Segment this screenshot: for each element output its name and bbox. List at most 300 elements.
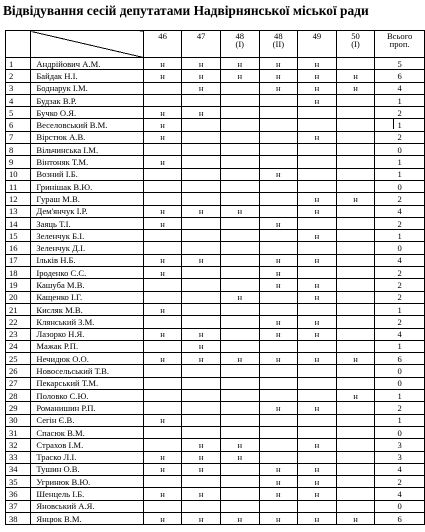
absence-cell: н bbox=[298, 230, 337, 242]
absence-cell bbox=[220, 131, 259, 143]
table-row bbox=[6, 107, 425, 119]
absence-cell bbox=[220, 94, 259, 106]
deputy-name: Тушин О.В. bbox=[31, 463, 143, 475]
absence-cell: н bbox=[259, 254, 298, 266]
session-header: 47 bbox=[182, 31, 221, 58]
absence-total: 1 bbox=[375, 156, 425, 168]
absence-cell bbox=[220, 254, 259, 266]
row-number: 8 bbox=[6, 144, 31, 156]
absence-cell: н bbox=[143, 463, 182, 475]
absence-cell bbox=[182, 291, 221, 303]
deputy-name: Янцюк В.М. bbox=[31, 512, 143, 524]
deputy-name: Зеленчук Д.І. bbox=[31, 242, 143, 254]
session-header: 48 (I) bbox=[220, 31, 259, 58]
row-number: 31 bbox=[6, 426, 31, 438]
deputy-name: Шенцель І.Б. bbox=[31, 488, 143, 500]
absence-cell bbox=[298, 377, 337, 389]
deputy-name: Половко С.Ю. bbox=[31, 390, 143, 402]
absence-cell bbox=[298, 217, 337, 229]
absence-total: 2 bbox=[375, 291, 425, 303]
absence-cell bbox=[220, 316, 259, 328]
absence-cell bbox=[143, 377, 182, 389]
absence-cell: н bbox=[220, 439, 259, 451]
row-number: 6 bbox=[6, 119, 31, 131]
absence-cell bbox=[336, 168, 375, 180]
deputy-name: Нечидюк О.О. bbox=[31, 353, 143, 365]
deputy-name: Клянський З.М. bbox=[31, 316, 143, 328]
absence-cell bbox=[259, 180, 298, 192]
deputy-name: Ільків Н.Б. bbox=[31, 254, 143, 266]
absence-cell: н bbox=[143, 156, 182, 168]
absence-cell bbox=[259, 107, 298, 119]
row-number: 3 bbox=[6, 82, 31, 94]
row-number: 21 bbox=[6, 303, 31, 315]
absence-cell bbox=[220, 156, 259, 168]
absence-cell: н bbox=[182, 353, 221, 365]
absence-cell bbox=[336, 316, 375, 328]
absence-cell bbox=[298, 390, 337, 402]
row-number: 37 bbox=[6, 500, 31, 512]
row-number: 35 bbox=[6, 476, 31, 488]
absence-cell bbox=[143, 340, 182, 352]
row-number: 20 bbox=[6, 291, 31, 303]
absence-cell bbox=[220, 279, 259, 291]
absence-total: 1 bbox=[375, 390, 425, 402]
absence-cell bbox=[220, 144, 259, 156]
row-number: 19 bbox=[6, 279, 31, 291]
absence-cell: н bbox=[182, 451, 221, 463]
absence-cell: н bbox=[143, 217, 182, 229]
absence-cell bbox=[259, 426, 298, 438]
absence-cell: н bbox=[259, 82, 298, 94]
row-number: 16 bbox=[6, 242, 31, 254]
absence-cell bbox=[298, 303, 337, 315]
absence-cell: н bbox=[143, 107, 182, 119]
absence-cell: н bbox=[143, 58, 182, 70]
absence-cell: н bbox=[259, 463, 298, 475]
absence-cell bbox=[182, 168, 221, 180]
deputy-name: Вінтоняк Т.М. bbox=[31, 156, 143, 168]
absence-cell: н bbox=[220, 291, 259, 303]
absence-cell bbox=[259, 340, 298, 352]
scan-edge-mark bbox=[393, 118, 394, 129]
absence-cell bbox=[220, 426, 259, 438]
deputy-name: Страхов І.М. bbox=[31, 439, 143, 451]
row-number: 9 bbox=[6, 156, 31, 168]
deputy-name: Пекарський Т.М. bbox=[31, 377, 143, 389]
absence-cell bbox=[336, 414, 375, 426]
deputy-name: Новосельський Т.В. bbox=[31, 365, 143, 377]
total-header: Всього проп. bbox=[375, 31, 425, 58]
table-row bbox=[6, 168, 425, 180]
absence-total: 6 bbox=[375, 353, 425, 365]
absence-cell bbox=[143, 279, 182, 291]
page-title: Відвідування сесій депутатами Надвірнянської міської ради bbox=[3, 3, 369, 18]
absence-cell bbox=[182, 316, 221, 328]
absence-cell: н bbox=[259, 168, 298, 180]
deputy-name: Гринішак В.Ю. bbox=[31, 180, 143, 192]
absence-cell bbox=[259, 131, 298, 143]
deputy-name: Лазорко Н.Я. bbox=[31, 328, 143, 340]
absence-cell bbox=[336, 303, 375, 315]
absence-cell: н bbox=[143, 70, 182, 82]
absence-cell bbox=[182, 476, 221, 488]
absence-cell bbox=[298, 156, 337, 168]
absence-cell bbox=[143, 168, 182, 180]
absence-cell bbox=[336, 377, 375, 389]
deputy-name: Угринюк В.Ю. bbox=[31, 476, 143, 488]
absence-total: 4 bbox=[375, 488, 425, 500]
row-number: 2 bbox=[6, 70, 31, 82]
deputy-name: Мажак Р.П. bbox=[31, 340, 143, 352]
table-row bbox=[6, 180, 425, 192]
deputy-name: Будзак В.Р. bbox=[31, 94, 143, 106]
deputy-name: Вільчинська І.М. bbox=[31, 144, 143, 156]
absence-cell: н bbox=[298, 488, 337, 500]
table-row bbox=[6, 217, 425, 229]
absence-cell: н bbox=[259, 512, 298, 524]
absence-cell bbox=[336, 267, 375, 279]
absence-cell: н bbox=[298, 316, 337, 328]
absence-cell bbox=[336, 463, 375, 475]
absence-cell: н bbox=[143, 131, 182, 143]
absence-cell bbox=[220, 193, 259, 205]
absence-cell bbox=[182, 156, 221, 168]
absence-cell: н bbox=[259, 217, 298, 229]
absence-total: 0 bbox=[375, 242, 425, 254]
table-row bbox=[6, 353, 425, 365]
absence-total: 1 bbox=[375, 340, 425, 352]
absence-cell bbox=[259, 414, 298, 426]
header-diagonal-cell bbox=[31, 31, 143, 58]
row-number: 29 bbox=[6, 402, 31, 414]
absence-cell: н bbox=[182, 328, 221, 340]
absence-total: 2 bbox=[375, 131, 425, 143]
row-number: 34 bbox=[6, 463, 31, 475]
absence-total: 4 bbox=[375, 205, 425, 217]
absence-cell bbox=[298, 119, 337, 131]
absence-cell bbox=[259, 303, 298, 315]
session-header: 48 (II) bbox=[259, 31, 298, 58]
row-number: 12 bbox=[6, 193, 31, 205]
absence-cell: н bbox=[298, 353, 337, 365]
absence-cell bbox=[298, 242, 337, 254]
absence-cell: н bbox=[298, 279, 337, 291]
deputy-name: Заяць Т.І. bbox=[31, 217, 143, 229]
absence-cell bbox=[182, 230, 221, 242]
absence-cell bbox=[220, 230, 259, 242]
absence-cell: н bbox=[143, 254, 182, 266]
row-number: 32 bbox=[6, 439, 31, 451]
row-number: 4 bbox=[6, 94, 31, 106]
deputy-name: Байдак Н.І. bbox=[31, 70, 143, 82]
absence-cell: н bbox=[182, 254, 221, 266]
absence-total: 6 bbox=[375, 512, 425, 524]
absence-cell: н bbox=[143, 205, 182, 217]
absence-total: 4 bbox=[375, 254, 425, 266]
absence-cell bbox=[220, 267, 259, 279]
absence-cell bbox=[220, 328, 259, 340]
absence-cell bbox=[336, 144, 375, 156]
absence-cell bbox=[336, 242, 375, 254]
absence-cell: н bbox=[143, 267, 182, 279]
row-number: 18 bbox=[6, 267, 31, 279]
absence-cell bbox=[336, 217, 375, 229]
table-row bbox=[6, 279, 425, 291]
absence-cell bbox=[143, 402, 182, 414]
absence-cell bbox=[182, 500, 221, 512]
absence-cell: н bbox=[259, 402, 298, 414]
absence-cell bbox=[143, 82, 182, 94]
absence-cell bbox=[336, 328, 375, 340]
table-row bbox=[6, 328, 425, 340]
absence-cell bbox=[220, 340, 259, 352]
absence-cell bbox=[182, 365, 221, 377]
table-row bbox=[6, 119, 425, 131]
absence-cell bbox=[220, 82, 259, 94]
absence-cell: н bbox=[336, 512, 375, 524]
absence-cell bbox=[220, 488, 259, 500]
absence-cell bbox=[182, 279, 221, 291]
absence-cell bbox=[220, 377, 259, 389]
absence-total: 2 bbox=[375, 193, 425, 205]
header-number-cell bbox=[6, 31, 31, 58]
table-row bbox=[6, 439, 425, 451]
deputy-name: Кисляк М.В. bbox=[31, 303, 143, 315]
absence-cell bbox=[298, 144, 337, 156]
row-number: 13 bbox=[6, 205, 31, 217]
absence-cell: н bbox=[259, 488, 298, 500]
absence-cell: н bbox=[259, 279, 298, 291]
table-row bbox=[6, 463, 425, 475]
row-number: 11 bbox=[6, 180, 31, 192]
absence-cell bbox=[336, 279, 375, 291]
absence-cell bbox=[220, 365, 259, 377]
table-row bbox=[6, 291, 425, 303]
absence-cell bbox=[259, 94, 298, 106]
absence-cell bbox=[220, 107, 259, 119]
row-number: 7 bbox=[6, 131, 31, 143]
row-number: 38 bbox=[6, 512, 31, 524]
absence-cell bbox=[143, 426, 182, 438]
row-number: 24 bbox=[6, 340, 31, 352]
absence-cell: н bbox=[298, 402, 337, 414]
absence-total: 4 bbox=[375, 328, 425, 340]
absence-total: 4 bbox=[375, 463, 425, 475]
deputy-name: Яновський А.Я. bbox=[31, 500, 143, 512]
absence-cell: н bbox=[298, 131, 337, 143]
absence-cell bbox=[259, 156, 298, 168]
absence-cell bbox=[336, 488, 375, 500]
absence-cell: н bbox=[143, 303, 182, 315]
absence-cell bbox=[259, 230, 298, 242]
table-row bbox=[6, 377, 425, 389]
absence-cell bbox=[336, 254, 375, 266]
table-row bbox=[6, 340, 425, 352]
row-number: 25 bbox=[6, 353, 31, 365]
absence-total: 4 bbox=[375, 82, 425, 94]
absence-cell bbox=[220, 476, 259, 488]
absence-cell bbox=[259, 242, 298, 254]
absence-cell bbox=[298, 365, 337, 377]
absence-cell bbox=[220, 217, 259, 229]
absence-cell bbox=[259, 119, 298, 131]
absence-cell: н bbox=[220, 512, 259, 524]
absence-cell bbox=[182, 94, 221, 106]
absence-cell: н bbox=[336, 353, 375, 365]
absence-cell bbox=[143, 94, 182, 106]
absence-total: 0 bbox=[375, 500, 425, 512]
absence-cell bbox=[298, 107, 337, 119]
absence-cell bbox=[220, 414, 259, 426]
deputy-name: Боднарук І.М. bbox=[31, 82, 143, 94]
absence-cell bbox=[182, 377, 221, 389]
absence-cell: н bbox=[220, 58, 259, 70]
absence-total: 0 bbox=[375, 426, 425, 438]
absence-cell bbox=[259, 377, 298, 389]
absence-cell bbox=[220, 168, 259, 180]
absence-cell bbox=[336, 107, 375, 119]
deputy-name: Гураш М.В. bbox=[31, 193, 143, 205]
absence-total: 3 bbox=[375, 439, 425, 451]
absence-cell: н bbox=[182, 58, 221, 70]
absence-cell: н bbox=[259, 353, 298, 365]
table-row bbox=[6, 476, 425, 488]
absence-total: 1 bbox=[375, 119, 425, 131]
absence-cell bbox=[259, 193, 298, 205]
absence-cell bbox=[220, 390, 259, 402]
absence-cell bbox=[336, 58, 375, 70]
absence-cell: н bbox=[182, 70, 221, 82]
absence-cell bbox=[259, 451, 298, 463]
absence-cell bbox=[143, 365, 182, 377]
table-row bbox=[6, 267, 425, 279]
session-header: 50 (I) bbox=[336, 31, 375, 58]
absence-cell bbox=[298, 267, 337, 279]
row-number: 30 bbox=[6, 414, 31, 426]
absence-cell: н bbox=[220, 353, 259, 365]
absence-cell: н bbox=[182, 512, 221, 524]
table-row bbox=[6, 242, 425, 254]
table-row bbox=[6, 488, 425, 500]
absence-cell bbox=[182, 267, 221, 279]
absence-cell: н bbox=[220, 451, 259, 463]
table-row bbox=[6, 402, 425, 414]
absence-cell bbox=[336, 205, 375, 217]
absence-cell bbox=[182, 303, 221, 315]
deputy-name: Сегін Є.В. bbox=[31, 414, 143, 426]
absence-cell bbox=[182, 414, 221, 426]
absence-cell: н bbox=[259, 70, 298, 82]
table-row bbox=[6, 156, 425, 168]
absence-cell bbox=[336, 402, 375, 414]
table-row bbox=[6, 365, 425, 377]
absence-total: 0 bbox=[375, 144, 425, 156]
absence-cell: н bbox=[143, 328, 182, 340]
absence-cell: н bbox=[143, 451, 182, 463]
row-number: 14 bbox=[6, 217, 31, 229]
absence-cell: н bbox=[259, 316, 298, 328]
absence-cell bbox=[259, 390, 298, 402]
table-row bbox=[6, 94, 425, 106]
absence-cell: н bbox=[298, 291, 337, 303]
absence-cell bbox=[220, 180, 259, 192]
absence-cell bbox=[336, 476, 375, 488]
absence-cell bbox=[143, 193, 182, 205]
absence-cell bbox=[182, 390, 221, 402]
table-row bbox=[6, 205, 425, 217]
absence-cell bbox=[182, 217, 221, 229]
absence-cell bbox=[143, 476, 182, 488]
absence-cell: н bbox=[182, 107, 221, 119]
deputy-name: Кащенко І.Г. bbox=[31, 291, 143, 303]
absence-cell: н bbox=[220, 205, 259, 217]
absence-total: 2 bbox=[375, 267, 425, 279]
absence-total: 1 bbox=[375, 414, 425, 426]
deputy-name: Вірстюк А.В. bbox=[31, 131, 143, 143]
row-number: 36 bbox=[6, 488, 31, 500]
absence-cell: н bbox=[298, 94, 337, 106]
absence-cell bbox=[143, 439, 182, 451]
session-header: 49 bbox=[298, 31, 337, 58]
deputy-name: Траско Л.І. bbox=[31, 451, 143, 463]
absence-cell bbox=[336, 365, 375, 377]
row-number: 10 bbox=[6, 168, 31, 180]
absence-cell bbox=[336, 340, 375, 352]
absence-cell bbox=[336, 94, 375, 106]
absence-cell bbox=[336, 291, 375, 303]
absence-cell: н bbox=[298, 70, 337, 82]
deputy-name: Андрійович А.М. bbox=[31, 58, 143, 70]
absence-cell: н bbox=[182, 463, 221, 475]
absence-cell: н bbox=[298, 193, 337, 205]
table-row bbox=[6, 414, 425, 426]
absence-cell bbox=[182, 119, 221, 131]
absence-cell bbox=[143, 291, 182, 303]
absence-cell bbox=[259, 291, 298, 303]
table-row bbox=[6, 254, 425, 266]
absence-total: 2 bbox=[375, 217, 425, 229]
absence-cell bbox=[143, 242, 182, 254]
absence-cell: н bbox=[259, 267, 298, 279]
absence-cell bbox=[298, 340, 337, 352]
absence-total: 3 bbox=[375, 451, 425, 463]
absence-cell bbox=[298, 414, 337, 426]
row-number: 26 bbox=[6, 365, 31, 377]
absence-cell bbox=[143, 316, 182, 328]
absence-cell bbox=[336, 439, 375, 451]
table-row bbox=[6, 512, 425, 524]
absence-cell bbox=[336, 156, 375, 168]
deputy-name: Веселовський В.М. bbox=[31, 119, 143, 131]
absence-cell bbox=[182, 402, 221, 414]
absence-cell bbox=[143, 230, 182, 242]
absence-total: 2 bbox=[375, 476, 425, 488]
absence-cell: н bbox=[298, 328, 337, 340]
table-row bbox=[6, 58, 425, 70]
table-row bbox=[6, 426, 425, 438]
absence-cell: н bbox=[143, 414, 182, 426]
absence-total: 2 bbox=[375, 107, 425, 119]
table-row bbox=[6, 500, 425, 512]
absence-cell bbox=[336, 500, 375, 512]
absence-cell: н bbox=[143, 353, 182, 365]
deputy-name: Спасюк В.М. bbox=[31, 426, 143, 438]
absence-cell bbox=[259, 205, 298, 217]
row-number: 1 bbox=[6, 58, 31, 70]
absence-cell: н bbox=[298, 58, 337, 70]
absence-cell: н bbox=[298, 254, 337, 266]
